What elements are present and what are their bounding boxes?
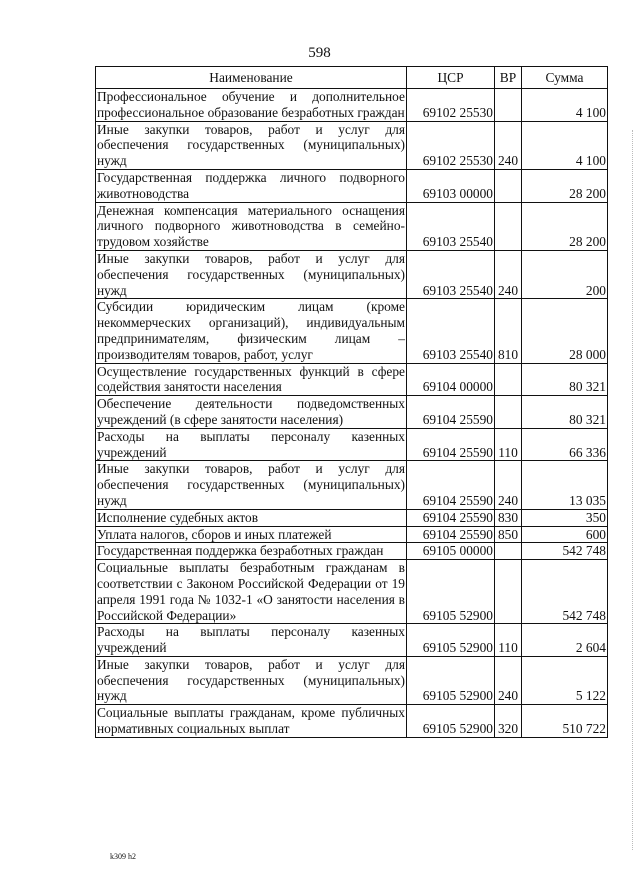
cell-csr: 69104 25590 [407,428,495,461]
cell-sum: 66 336 [522,428,608,461]
cell-sum: 28 000 [522,299,608,363]
table-header-row [96,67,608,89]
table-row [96,526,608,543]
cell-name: Расходы на выплаты персоналу казенных учреждений [97,624,405,656]
table-row [96,543,608,560]
cell-name: Исполнение судебных актов [96,509,407,526]
cell-vr: 240 [495,250,522,298]
cell-sum: 80 321 [522,363,608,396]
table-body [96,89,608,738]
cell-sum: 80 321 [522,396,608,429]
cell-name: Государственная поддержка безработных граждан [96,543,407,560]
cell-sum: 510 722 [522,705,608,738]
cell-vr: 240 [495,461,522,509]
cell-vr: 810 [495,299,522,363]
header-vr: ВР [495,67,522,89]
cell-sum: 350 [522,509,608,526]
cell-sum: 542 748 [522,543,608,560]
cell-csr: 69104 25590 [407,526,495,543]
cell-csr: 69102 25530 [407,121,495,169]
cell-sum: 28 200 [522,202,608,250]
table-row [96,121,608,169]
header-csr: ЦСР [407,67,495,89]
cell-name: Социальные выплаты гражданам, кроме публичных нормативных социальных выплат [97,705,405,737]
cell-vr [495,363,522,396]
table-row [96,656,608,704]
table-row [96,299,608,363]
table-row [96,624,608,657]
header-sum: Сумма [522,67,608,89]
cell-csr: 69103 25540 [407,202,495,250]
table-row [96,89,608,122]
table-row [96,428,608,461]
cell-name: Субсидии юридическим лицам (кроме некоммерческих организаций), индивидуальным предпринимателям, физическим лицам – производителям товаров, работ, услуг [97,299,405,362]
cell-csr: 69105 52900 [407,560,495,624]
cell-vr [495,560,522,624]
cell-vr: 110 [495,428,522,461]
table-row [96,396,608,429]
table-row [96,169,608,202]
cell-name: Обеспечение деятельности подведомственных учреждений (в сфере занятости населения) [97,396,405,427]
cell-vr: 830 [495,509,522,526]
cell-vr: 240 [495,656,522,704]
cell-vr: 850 [495,526,522,543]
cell-vr: 240 [495,121,522,169]
cell-sum: 542 748 [522,560,608,624]
cell-csr: 69104 25590 [407,461,495,509]
table-row [96,705,608,738]
cell-sum: 4 100 [522,89,608,122]
cell-name: Уплата налогов, сборов и иных платежей [96,526,407,543]
cell-vr: 320 [495,705,522,738]
page-number: 598 [308,45,331,61]
cell-vr [495,543,522,560]
cell-csr: 69105 52900 [407,624,495,657]
cell-name: Денежная компенсация материального оснащения личного подворного животноводства в семейно-трудовом хозяйстве [97,202,405,250]
cell-csr: 69105 52900 [407,656,495,704]
cell-csr: 69105 00000 [407,543,495,560]
table-row [96,250,608,298]
cell-csr: 69103 00000 [407,169,495,202]
cell-csr: 69104 00000 [407,363,495,396]
cell-name: Иные закупки товаров, работ и услуг для обеспечения государственных (муниципальных) нужд [97,250,405,298]
header-name: Наименование [96,67,407,89]
cell-vr [495,169,522,202]
cell-csr: 69104 25590 [407,396,495,429]
cell-csr: 69103 25540 [407,299,495,363]
cell-name: Иные закупки товаров, работ и услуг для обеспечения государственных (муниципальных) нужд [97,656,405,704]
budget-table [95,66,608,738]
cell-csr: 69105 52900 [407,705,495,738]
cell-name: Расходы на выплаты персоналу казенных учреждений [97,428,405,460]
cell-name: Профессиональное обучение и дополнительное профессиональное образование безработных граждан [97,89,405,120]
cell-name: Иные закупки товаров, работ и услуг для обеспечения государственных (муниципальных) нужд [97,121,405,169]
cell-name: Государственная поддержка личного подворного животноводства [97,169,405,201]
scan-edge-mark [631,130,633,850]
cell-csr: 69102 25530 [407,89,495,122]
cell-vr [495,202,522,250]
table-row [96,202,608,250]
cell-sum: 28 200 [522,169,608,202]
cell-vr [495,89,522,122]
cell-sum: 13 035 [522,461,608,509]
cell-sum: 200 [522,250,608,298]
cell-name: Осуществление государственных функций в сфере содействия занятости населения [97,363,405,395]
table-row [96,560,608,624]
table-row [96,509,608,526]
cell-csr: 69104 25590 [407,509,495,526]
cell-name: Иные закупки товаров, работ и услуг для обеспечения государственных (муниципальных) нужд [97,461,405,508]
table-row [96,461,608,509]
cell-sum: 600 [522,526,608,543]
cell-sum: 5 122 [522,656,608,704]
cell-sum: 4 100 [522,121,608,169]
footer-code: k309 h2 [110,852,136,861]
cell-name: Социальные выплаты безработным гражданам в соответствии с Законом Российской Федерации от 19 апреля 1991 года № 1032-1 «О занятости населения в Российской Федерации» [97,560,405,623]
table-row [96,363,608,396]
cell-csr: 69103 25540 [407,250,495,298]
cell-vr: 110 [495,624,522,657]
cell-vr [495,396,522,429]
cell-sum: 2 604 [522,624,608,657]
